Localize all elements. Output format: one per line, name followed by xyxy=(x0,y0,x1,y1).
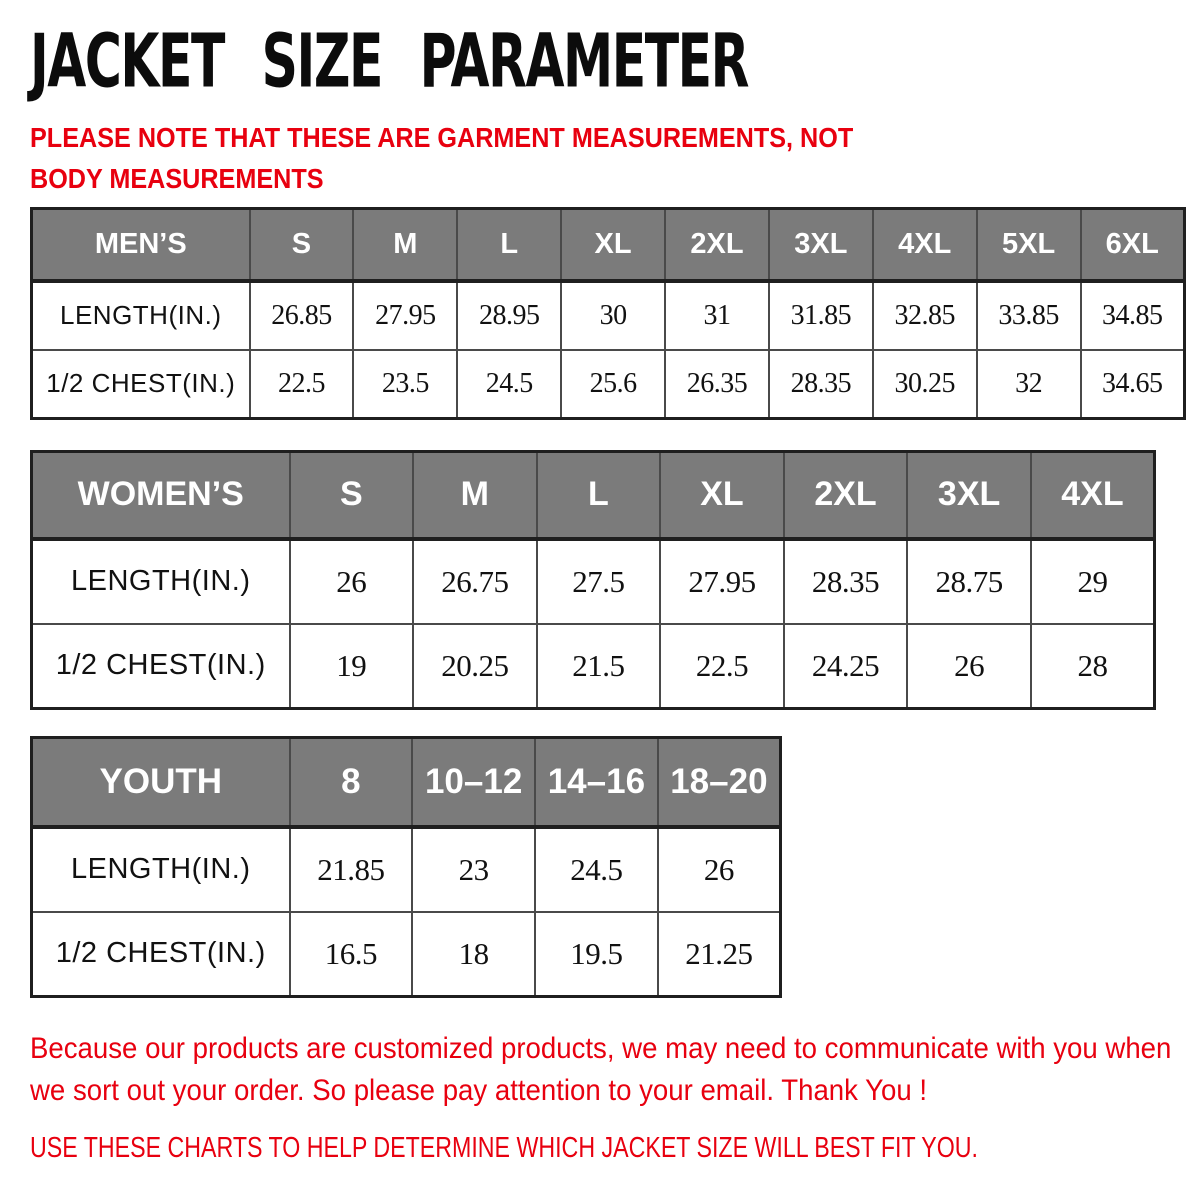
womens-value-cell: 28 xyxy=(1031,624,1155,709)
womens-size-header: M xyxy=(413,452,537,539)
mens-size-header: 3XL xyxy=(769,209,873,281)
womens-value-cell: 21.5 xyxy=(537,624,661,709)
womens-value-cell: 27.95 xyxy=(660,539,784,624)
womens-size-header: S xyxy=(290,452,414,539)
mens-value-cell: 26.35 xyxy=(665,350,769,419)
youth-size-header: 8 xyxy=(290,738,413,827)
womens-row-label: 1/2 CHEST(IN.) xyxy=(32,624,290,709)
womens-value-cell: 26.75 xyxy=(413,539,537,624)
mens-value-cell: 23.5 xyxy=(353,350,457,419)
youth-size-header: 10–12 xyxy=(412,738,535,827)
youth-value-cell: 18 xyxy=(412,912,535,997)
youth-size-header: 14–16 xyxy=(535,738,658,827)
mens-value-cell: 33.85 xyxy=(977,281,1081,350)
womens-value-cell: 22.5 xyxy=(660,624,784,709)
youth-row-label: 1/2 CHEST(IN.) xyxy=(32,912,290,997)
custom-order-notice: Because our products are customized products, we may need to communicate with you when we sort out your order. So please pay attention to your email. Thank You ! xyxy=(30,1032,1172,1108)
mens-value-cell: 30.25 xyxy=(873,350,977,419)
mens-value-cell: 27.95 xyxy=(353,281,457,350)
youth-value-cell: 23 xyxy=(412,827,535,912)
chart-usage-note: USE THESE CHARTS TO HELP DETERMINE WHICH JACKET SIZE WILL BEST FIT YOU. xyxy=(30,1132,978,1165)
mens-size-header: 6XL xyxy=(1081,209,1185,281)
mens-size-header: S xyxy=(250,209,354,281)
mens-size-table xyxy=(30,207,1186,420)
womens-value-cell: 19 xyxy=(290,624,414,709)
womens-size-header: 2XL xyxy=(784,452,908,539)
mens-value-cell: 32 xyxy=(977,350,1081,419)
mens-size-header: 4XL xyxy=(873,209,977,281)
womens-value-cell: 26 xyxy=(290,539,414,624)
mens-value-cell: 28.35 xyxy=(769,350,873,419)
youth-size-header: 18–20 xyxy=(658,738,781,827)
womens-row-label: LENGTH(IN.) xyxy=(32,539,290,624)
youth-size-table xyxy=(30,736,782,998)
womens-value-cell: 20.25 xyxy=(413,624,537,709)
youth-row-label: LENGTH(IN.) xyxy=(32,827,290,912)
womens-size-header: XL xyxy=(660,452,784,539)
womens-value-cell: 29 xyxy=(1031,539,1155,624)
womens-size-header: 4XL xyxy=(1031,452,1155,539)
mens-row-label: 1/2 CHEST(IN.) xyxy=(32,350,250,419)
mens-size-header: 2XL xyxy=(665,209,769,281)
womens-value-cell: 27.5 xyxy=(537,539,661,624)
mens-value-cell: 30 xyxy=(561,281,665,350)
mens-size-header: 5XL xyxy=(977,209,1081,281)
youth-value-cell: 21.85 xyxy=(290,827,413,912)
garment-measurement-note: PLEASE NOTE THAT THESE ARE GARMENT MEASUREMENTS, NOT BODY MEASUREMENTS xyxy=(30,122,854,194)
mens-size-header: XL xyxy=(561,209,665,281)
page-title: JACKET SIZE PARAMETER xyxy=(30,17,749,105)
mens-value-cell: 31.85 xyxy=(769,281,873,350)
youth-table-title: YOUTH xyxy=(32,738,290,827)
womens-size-header: 3XL xyxy=(907,452,1031,539)
youth-value-cell: 19.5 xyxy=(535,912,658,997)
youth-value-cell: 21.25 xyxy=(658,912,781,997)
mens-size-header: M xyxy=(353,209,457,281)
mens-value-cell: 25.6 xyxy=(561,350,665,419)
mens-value-cell: 34.65 xyxy=(1081,350,1185,419)
mens-value-cell: 22.5 xyxy=(250,350,354,419)
womens-value-cell: 28.75 xyxy=(907,539,1031,624)
mens-table-title: MEN’S xyxy=(32,209,250,281)
mens-value-cell: 31 xyxy=(665,281,769,350)
youth-value-cell: 16.5 xyxy=(290,912,413,997)
mens-size-header: L xyxy=(457,209,561,281)
mens-value-cell: 32.85 xyxy=(873,281,977,350)
youth-value-cell: 26 xyxy=(658,827,781,912)
mens-value-cell: 34.85 xyxy=(1081,281,1185,350)
mens-value-cell: 24.5 xyxy=(457,350,561,419)
youth-value-cell: 24.5 xyxy=(535,827,658,912)
mens-value-cell: 26.85 xyxy=(250,281,354,350)
womens-size-header: L xyxy=(537,452,661,539)
womens-size-table xyxy=(30,450,1156,710)
mens-row-label: LENGTH(IN.) xyxy=(32,281,250,350)
womens-value-cell: 26 xyxy=(907,624,1031,709)
womens-value-cell: 24.25 xyxy=(784,624,908,709)
womens-table-title: WOMEN’S xyxy=(32,452,290,539)
tables xyxy=(30,207,1170,998)
womens-value-cell: 28.35 xyxy=(784,539,908,624)
mens-value-cell: 28.95 xyxy=(457,281,561,350)
